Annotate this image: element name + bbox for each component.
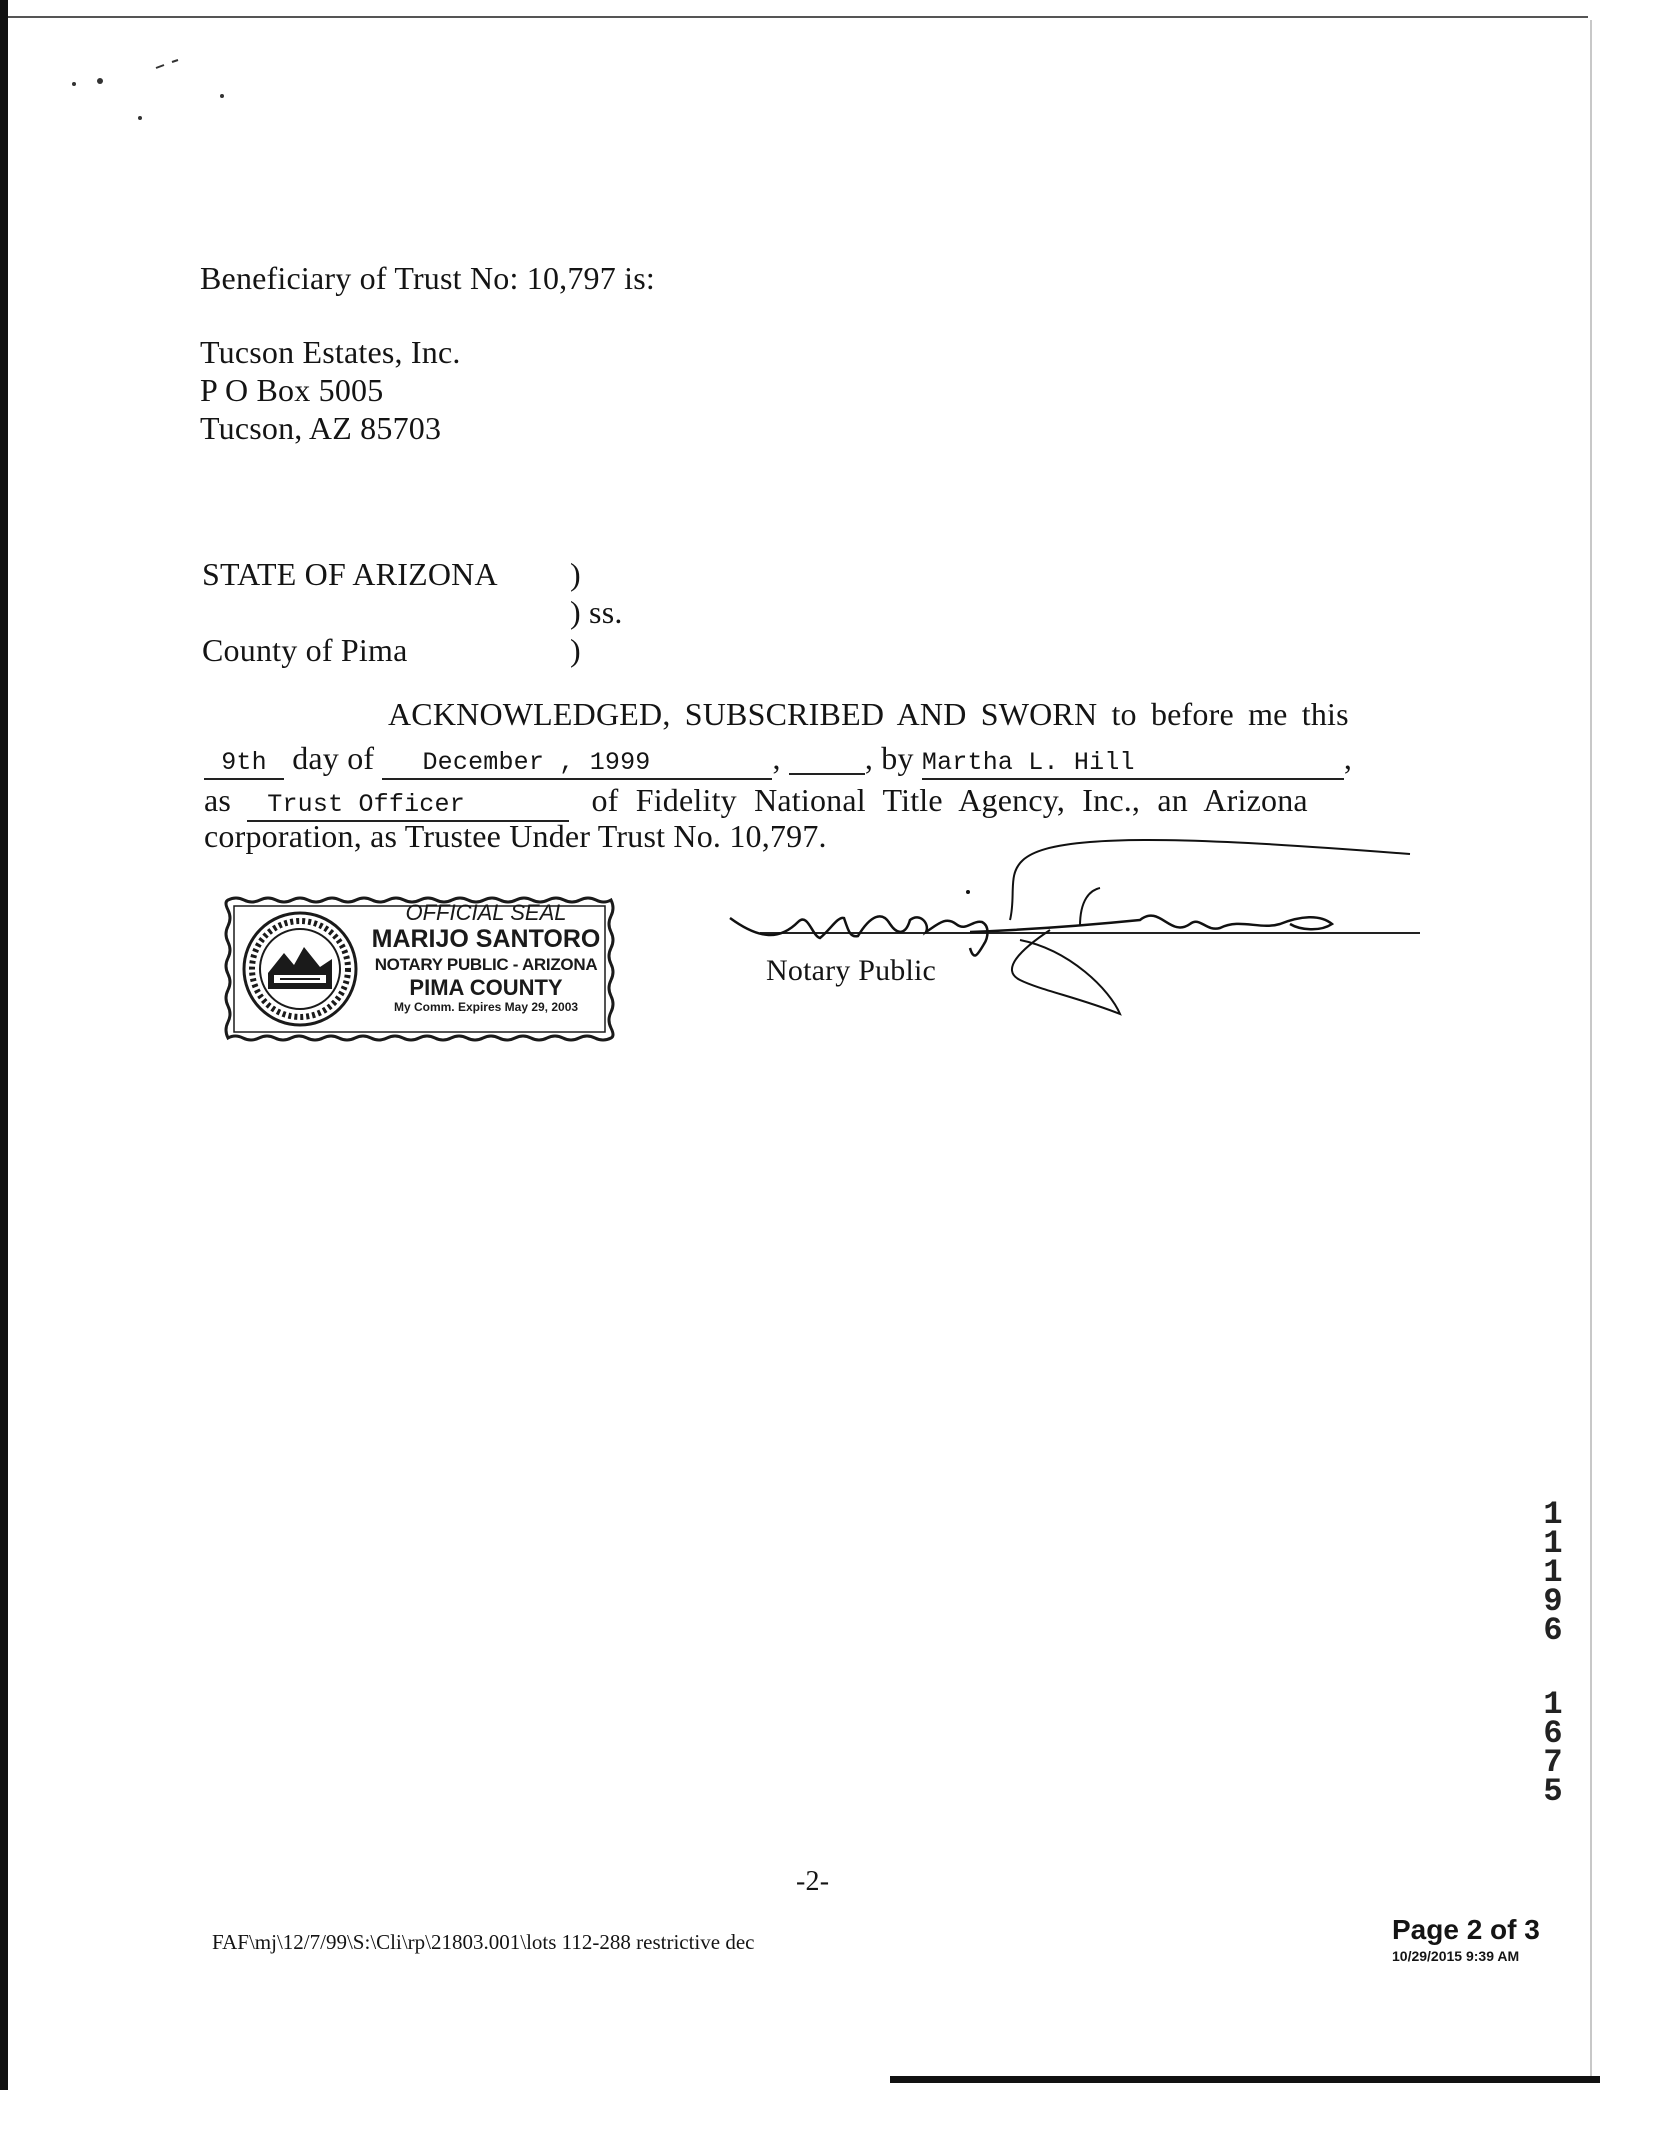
venue-paren-top: ) (570, 556, 581, 592)
ack-line2 (204, 740, 1352, 780)
notary-signature (720, 820, 1420, 1030)
beneficiary-name: Tucson Estates, Inc. (200, 334, 461, 370)
scan-border-left (0, 0, 8, 2090)
print-timestamp: 10/29/2015 9:39 AM (1392, 1948, 1520, 1964)
ack-by-text: , by (864, 740, 914, 776)
month-year-blank (382, 743, 772, 780)
title-blank (247, 785, 569, 822)
scan-border-right (1590, 20, 1592, 2080)
venue-ss: ) ss. (570, 594, 623, 630)
page-digit: 5 (1543, 1773, 1563, 1810)
recording-book-number (1536, 1496, 1570, 1649)
month-year-value: December , 1999 (422, 748, 651, 777)
venue-county: County of Pima (202, 632, 408, 668)
book-digit: 9 (1543, 1583, 1563, 1620)
seal-official-seal: OFFICIAL SEAL (405, 900, 567, 925)
signer-value: Martha L. Hill (921, 748, 1135, 777)
seal-county: PIMA COUNTY (409, 975, 563, 1000)
page-digit: 7 (1543, 1744, 1563, 1781)
day-value: 9th (221, 748, 267, 777)
day-of-text: day of (292, 740, 375, 776)
title-value: Trust Officer (267, 790, 465, 819)
seal-notary-title: NOTARY PUBLIC - ARIZONA (374, 955, 598, 974)
file-path: FAF\mj\12/7/99\S:\Cli\rp\21803.001\lots 112-288 restrictive dec (212, 1930, 755, 1954)
recording-page-number (1536, 1686, 1570, 1810)
beneficiary-heading: Beneficiary of Trust No: 10,797 is: (200, 260, 655, 296)
ack-comma1: , (772, 740, 781, 776)
day-blank (204, 743, 284, 780)
ack-line1: ACKNOWLEDGED, SUBSCRIBED AND SWORN to before me this (388, 696, 1349, 732)
scan-border-bottom (890, 2076, 1600, 2083)
beneficiary-address-line1: P O Box 5005 (200, 372, 384, 408)
page-number: -2- (796, 1866, 830, 1897)
ack-as-text: as (204, 782, 232, 818)
page-digit: 6 (1543, 1715, 1563, 1752)
book-digit: 6 (1543, 1612, 1563, 1649)
seal-notary-name: MARIJO SANTORO (371, 925, 601, 953)
beneficiary-address-line2: Tucson, AZ 85703 (200, 410, 442, 446)
seal-commission-expiry: My Comm. Expires May 29, 2003 (393, 1000, 579, 1014)
book-digit: 1 (1543, 1554, 1563, 1591)
state-seal-emblem (240, 909, 360, 1029)
notary-seal (222, 894, 617, 1044)
ack-of-text: of Fidelity National Title Agency, Inc., an Arizona (591, 782, 1308, 818)
scan-border-top (8, 16, 1588, 18)
book-digit: 1 (1543, 1496, 1563, 1533)
page-of-count: Page 2 of 3 (1392, 1914, 1540, 1945)
ack-line4: corporation, as Trustee Under Trust No. 10,797. (204, 818, 827, 854)
venue-state: STATE OF ARIZONA (202, 556, 498, 592)
seal-text-block (362, 900, 610, 1015)
signer-blank (922, 743, 1344, 780)
book-digit: 1 (1543, 1525, 1563, 1562)
ack-line3 (204, 782, 1308, 822)
page-digit: 1 (1543, 1686, 1563, 1723)
venue-paren-bottom: ) (570, 632, 581, 668)
notary-public-label: Notary Public (766, 954, 937, 987)
scan-specks (60, 50, 240, 130)
ack-comma3: , (1343, 740, 1353, 776)
year-extra-blank (789, 743, 865, 775)
